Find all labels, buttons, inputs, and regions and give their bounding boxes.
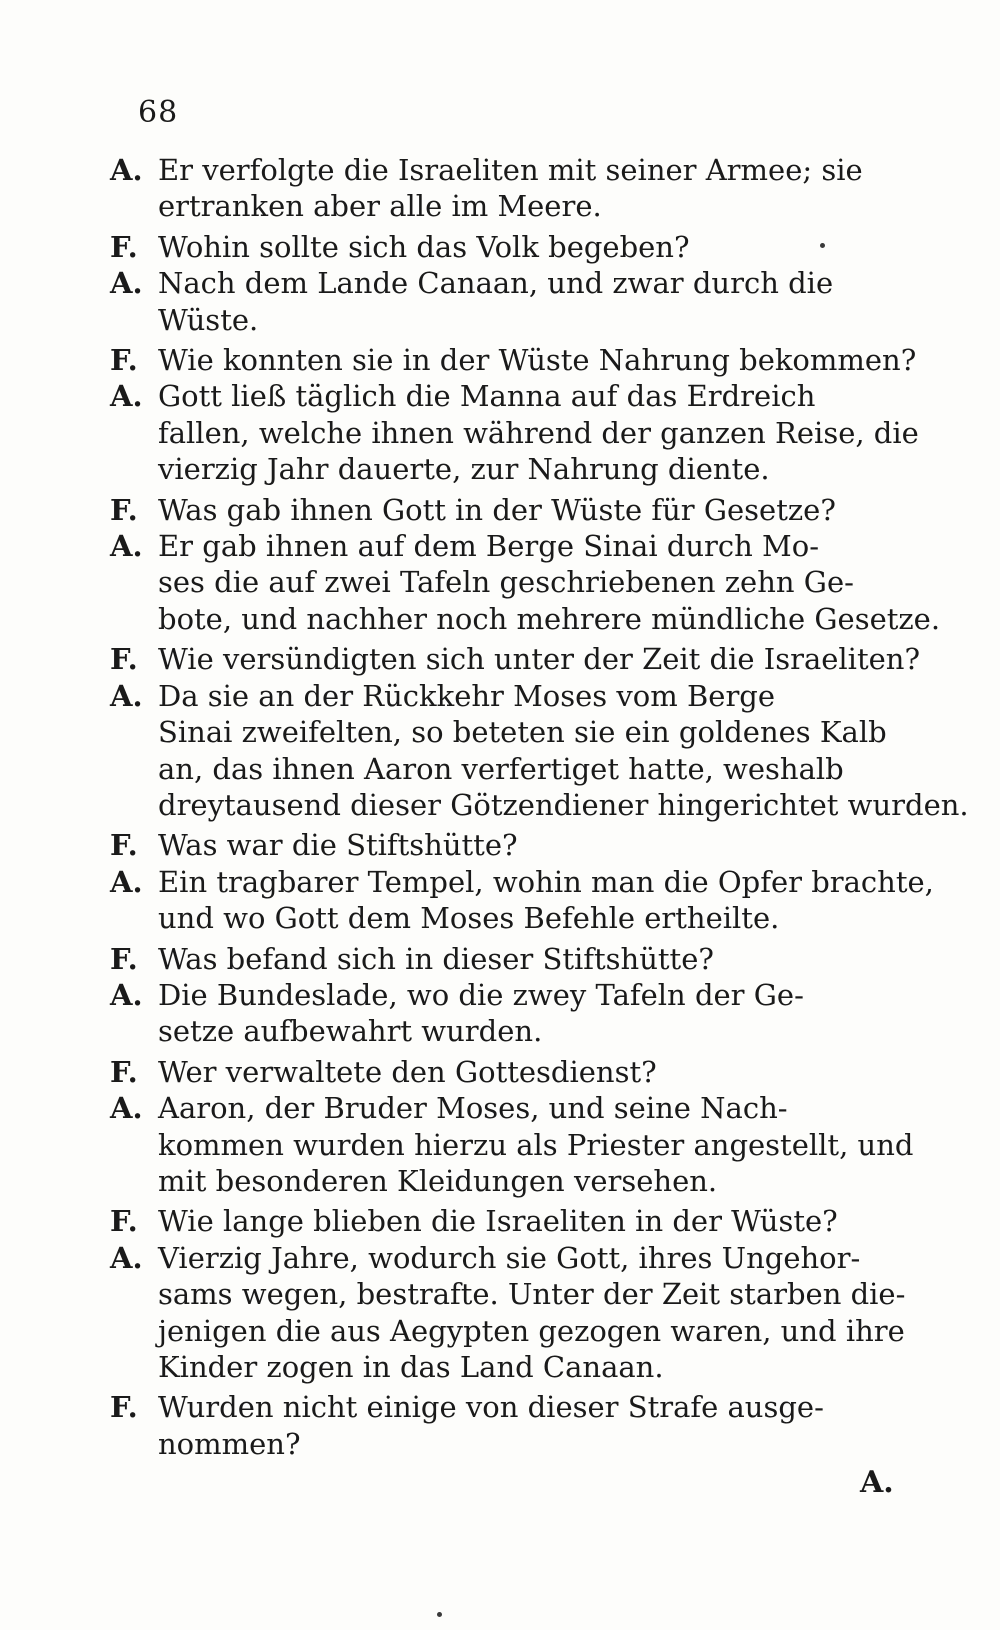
answer-marker: A. (110, 678, 143, 713)
text-line: Wohin sollte sich das Volk begeben? (158, 229, 690, 264)
answer-entry (110, 265, 910, 338)
catchword: A. (860, 1465, 894, 1500)
question-entry (110, 827, 910, 863)
answer-entry (110, 1240, 910, 1386)
text-line: nommen? (158, 1426, 301, 1461)
entry-text (158, 528, 941, 637)
question-entry (110, 1203, 910, 1239)
question-marker: F. (110, 1390, 138, 1425)
text-line: Wie versündigten sich unter der Zeit die Israeliten? (158, 642, 920, 677)
ink-speck (437, 1612, 442, 1617)
entry-text (158, 229, 910, 265)
answer-marker: A. (110, 864, 143, 899)
text-line: Wüste. (158, 302, 259, 337)
text-line: an, das ihnen Aaron verfertiget hatte, weshalb (158, 751, 844, 786)
text-line: Was gab ihnen Gott in der Wüste für Gesetze? (158, 492, 836, 527)
entry-text (158, 342, 917, 378)
entry-text (158, 827, 910, 863)
answer-marker: A. (110, 1091, 143, 1126)
entry-text (158, 378, 919, 487)
question-marker: F. (110, 642, 138, 677)
text-line: Er verfolgte die Israeliten mit seiner Armee; sie (158, 153, 863, 187)
answer-marker: A. (110, 379, 143, 414)
answer-entry (110, 678, 969, 824)
text-line: Kinder zogen in das Land Canaan. (158, 1350, 664, 1384)
text-line: vierzig Jahr dauerte, zur Nahrung diente. (158, 452, 770, 487)
entry-text (158, 265, 910, 338)
entry-text (158, 864, 934, 937)
text-line: Was befand sich in dieser Stiftshütte? (158, 941, 714, 976)
question-entry (110, 342, 917, 378)
text-line: mit besonderen Kleidungen versehen. (158, 1163, 718, 1198)
catechism-text (110, 152, 969, 1462)
answer-entry (110, 378, 919, 487)
question-marker: F. (110, 1204, 138, 1239)
text-line: Die Bundeslade, wo die zwey Tafeln der Ge- (158, 977, 804, 1012)
text-line: jenigen die aus Aegypten gezogen waren, und ihre (158, 1313, 905, 1348)
entry-text (158, 641, 920, 677)
text-line: kommen wurden hierzu als Priester angestellt, und (158, 1127, 914, 1162)
text-line: dreytausend dieser Götzendiener hingerichtet wurden. (158, 787, 969, 822)
question-marker: F. (110, 492, 138, 527)
text-line: setze aufbewahrt wurden. (158, 1014, 543, 1049)
answer-marker: A. (110, 153, 143, 187)
text-line: Wurden nicht einige von dieser Strafe ausge- (158, 1390, 824, 1425)
ink-speck (820, 243, 825, 248)
answer-entry (110, 864, 934, 937)
entry-text (158, 977, 910, 1050)
text-line: Wie lange blieben die Israeliten in der Wüste? (158, 1204, 838, 1239)
text-line: ertranken aber alle im Meere. (158, 189, 602, 224)
text-line: Sinai zweifelten, so beteten sie ein goldenes Kalb (158, 715, 887, 750)
text-line: Wer verwaltete den Gottesdienst? (158, 1054, 657, 1089)
text-line: und wo Gott dem Moses Befehle ertheilte. (158, 901, 780, 936)
answer-marker: A. (110, 1240, 143, 1275)
question-entry (110, 641, 920, 677)
text-line: bote, und nachher noch mehrere mündliche Gesetze. (158, 601, 941, 636)
question-entry (110, 1054, 910, 1090)
question-marker: F. (110, 828, 138, 863)
question-marker: F. (110, 941, 138, 976)
question-marker: F. (110, 1054, 138, 1089)
question-entry (110, 1389, 910, 1462)
question-marker: F. (110, 229, 138, 264)
text-line: Wie konnten sie in der Wüste Nahrung bekommen? (158, 343, 917, 378)
answer-entry (110, 528, 941, 637)
entry-text (158, 1054, 910, 1090)
answer-entry (110, 977, 910, 1050)
answer-marker: A. (110, 977, 143, 1012)
question-marker: F. (110, 343, 138, 378)
entry-text (158, 1203, 910, 1239)
text-line: Da sie an der Rückkehr Moses vom Berge (158, 678, 776, 713)
text-line: ses die auf zwei Tafeln geschriebenen zehn Ge- (158, 565, 854, 600)
text-line: Er gab ihnen auf dem Berge Sinai durch Mo- (158, 529, 820, 564)
answer-marker: A. (110, 529, 143, 564)
entry-text (158, 1240, 910, 1386)
text-line: Gott ließ täglich die Manna auf das Erdreich (158, 379, 816, 414)
text-line: sams wegen, bestrafte. Unter der Zeit starben die- (158, 1277, 906, 1312)
text-line: Ein tragbarer Tempel, wohin man die Opfer brachte, (158, 864, 934, 899)
entry-text (158, 492, 910, 528)
question-entry (110, 492, 910, 528)
question-entry (110, 941, 910, 977)
question-entry (110, 229, 910, 265)
text-line: Aaron, der Bruder Moses, und seine Nach- (158, 1091, 788, 1126)
answer-marker: A. (110, 266, 143, 301)
entry-text (158, 1090, 914, 1199)
entry-text (158, 1389, 910, 1462)
text-line: Vierzig Jahre, wodurch sie Gott, ihres Ungehor- (158, 1240, 861, 1275)
entry-text (158, 678, 969, 824)
page-number: 68 (138, 95, 179, 130)
text-line: fallen, welche ihnen während der ganzen Reise, die (158, 415, 919, 450)
answer-entry (110, 1090, 914, 1199)
entry-text (158, 941, 910, 977)
answer-entry (110, 152, 910, 225)
text-line: Was war die Stiftshütte? (158, 828, 518, 863)
text-line: Nach dem Lande Canaan, und zwar durch die (158, 266, 834, 301)
entry-text (158, 152, 910, 225)
